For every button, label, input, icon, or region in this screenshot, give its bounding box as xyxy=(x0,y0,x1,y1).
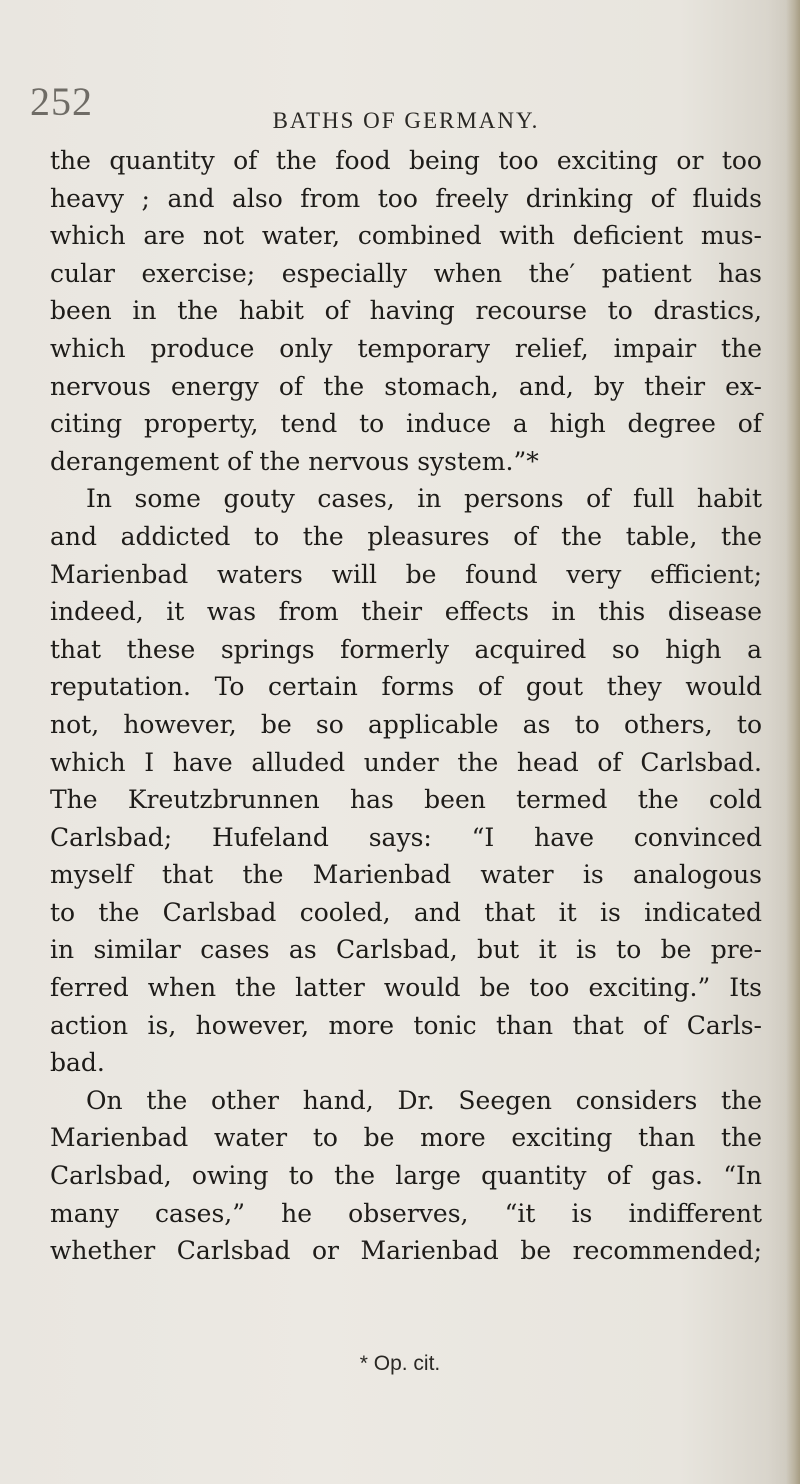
text-line: that these springs formerly acquired so high a xyxy=(50,634,762,664)
running-title: BATHS OF GERMANY. xyxy=(272,108,540,133)
paragraph-start: In some gouty cases, in persons of full habit xyxy=(86,484,762,514)
text-line: The Kreutzbrunnen has been termed the cold xyxy=(50,785,762,815)
text-line: which are not water, combined with deficient mus- xyxy=(50,221,762,251)
text-line: Marienbad water to be more exciting than the xyxy=(50,1123,762,1153)
text-line: heavy ; and also from too freely drinking of fluids xyxy=(50,183,762,213)
body-text xyxy=(50,142,762,1270)
text-line: and addicted to the pleasures of the table, the xyxy=(50,521,762,551)
text-line: many cases,” he observes, “it is indifferent xyxy=(50,1198,762,1228)
text-line: to the Carlsbad cooled, and that it is indicated xyxy=(50,897,762,927)
text-line: in similar cases as Carlsbad, but it is to be pre- xyxy=(50,935,762,965)
text-line: the quantity of the food being too exciting or too xyxy=(50,146,762,175)
text-line: nervous energy of the stomach, and, by their ex- xyxy=(50,371,762,401)
text-line: reputation. To certain forms of gout they would xyxy=(50,672,762,702)
page-edge xyxy=(786,0,800,1484)
text-line: myself that the Marienbad water is analogous xyxy=(50,860,762,890)
text-line: which I have alluded under the head of Carlsbad. xyxy=(50,747,762,777)
text-line: cular exercise; especially when the′ patient has xyxy=(50,258,762,288)
paragraph-start: On the other hand, Dr. Seegen considers the xyxy=(86,1085,762,1115)
text-line: Carlsbad; Hufeland says: “I have convinced xyxy=(50,822,762,852)
text-line: indeed, it was from their effects in this disease xyxy=(50,597,762,627)
text-line: been in the habit of having recourse to drastics, xyxy=(50,296,762,326)
text-line: which produce only temporary relief, impair the xyxy=(50,333,762,363)
text-line: citing property, tend to induce a high degree of xyxy=(50,409,762,439)
text-line: bad. xyxy=(50,1048,105,1078)
text-line: action is, however, more tonic than that of Carls- xyxy=(50,1010,762,1040)
footnote: * Op. cit. xyxy=(359,1352,441,1375)
text-line: ferred when the latter would be too exciting.” Its xyxy=(50,973,762,1003)
text-line: Carlsbad, owing to the large quantity of gas. “In xyxy=(50,1161,762,1191)
page-number: 252 xyxy=(30,79,93,124)
text-line: Marienbad waters will be found very efficient; xyxy=(50,559,762,589)
text-line: not, however, be so applicable as to others, to xyxy=(50,709,762,739)
text-line: derangement of the nervous system.”* xyxy=(50,446,539,476)
text-line: whether Carlsbad or Marienbad be recommended; xyxy=(50,1236,762,1266)
